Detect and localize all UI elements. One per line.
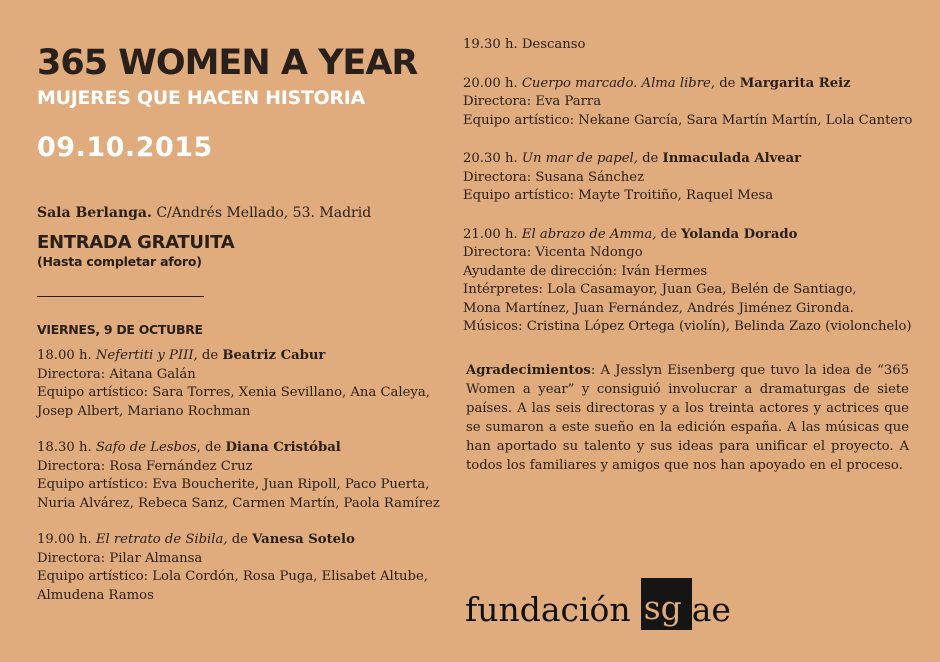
entry-line: Ayudante de dirección: Iván Hermes xyxy=(463,263,708,279)
entry-line: Equipo artístico: Lola Cordón, Rosa Puga, Elisabet Altube, xyxy=(37,569,428,584)
entry-time: 18.00 h. xyxy=(37,348,92,363)
day-heading: VIERNES, 9 DE OCTUBRE xyxy=(37,322,203,337)
entry-author: Beatriz Cabur xyxy=(222,348,326,363)
program-left xyxy=(37,347,442,605)
entry-by: , de xyxy=(196,440,226,455)
entry-time: 21.00 h. xyxy=(463,226,518,242)
entry-line: Nuria Alvárez, Rebeca Sanz, Carmen Martín, Paola Ramírez xyxy=(37,495,440,511)
entry-by: de xyxy=(637,151,663,166)
entry-line: Directora: Vicenta Ndongo xyxy=(463,245,643,260)
event-date: 09.10.2015 xyxy=(37,132,213,163)
program-right xyxy=(463,36,923,337)
right-column xyxy=(463,36,923,475)
program-entry xyxy=(463,150,923,206)
program-entry xyxy=(37,531,442,605)
entry-work: Cuerpo marcado. Alma libre xyxy=(521,75,711,91)
entry-line: Intérpretes: Lola Casamayor, Juan Gea, Belén de Santiago, xyxy=(463,282,857,297)
entry-line: Equipo artístico: Nekane García, Sara Martín Martín, Lola Cantero xyxy=(463,112,913,128)
program-entry xyxy=(463,75,923,131)
acknowledgements xyxy=(463,361,909,475)
free-entry-label: ENTRADA GRATUITA xyxy=(37,232,235,253)
entry-by: , de xyxy=(710,75,740,91)
program-entry xyxy=(37,439,442,513)
logo-brand-rest: ae xyxy=(691,590,731,629)
left-column xyxy=(37,36,442,605)
entry-author: Inmaculada Alvear xyxy=(662,151,802,166)
entry-line: Directora: Aitana Galán xyxy=(37,366,196,382)
entry-line: Equipo artístico: Sara Torres, Xenia Sevillano, Ana Caleya, xyxy=(37,385,430,400)
entry-line: Josep Albert, Mariano Rochman xyxy=(37,403,251,419)
entry-line: Mona Martínez, Juan Fernández, Andrés Jiménez Gironda. xyxy=(463,300,854,316)
free-entry-note: (Hasta completar aforo) xyxy=(37,254,202,269)
entry-line: Directora: Susana Sánchez xyxy=(463,169,645,185)
entry-line: Músicos: Cristina López Ortega (violín), Belinda Zazo (violonchelo) xyxy=(463,319,912,334)
logo-brand-box-text: sg xyxy=(643,588,682,627)
venue-name: Sala Berlanga. xyxy=(37,205,152,221)
entry-author: Margarita Reiz xyxy=(739,75,851,91)
venue-line xyxy=(37,204,442,222)
entry-by: , de xyxy=(193,348,223,363)
entry-work: Un mar de papel, xyxy=(521,151,638,166)
event-subtitle: MUJERES QUE HACEN HISTORIA xyxy=(37,87,365,109)
break-line: 19.30 h. Descanso xyxy=(463,37,586,52)
entry-line: Equipo artístico: Mayte Troitiño, Raquel Mesa xyxy=(463,188,774,203)
entry-time: 20.00 h. xyxy=(463,75,518,91)
entry-time: 20.30 h. xyxy=(463,151,518,166)
acknowledgements-label: Agradecimientos xyxy=(466,362,591,378)
entry-work: El retrato de Sibila, xyxy=(95,532,228,547)
entry-author: Diana Cristóbal xyxy=(225,440,341,455)
entry-work: El abrazo de Amma, xyxy=(521,226,657,242)
acknowledgements-text: : A Jesslyn Eisenberg que tuvo la idea de “365 Women a year” y consiguió involucrar a dramaturgas de siete países. A las seis directoras y a los treinta actores y actrices que se sumaron a este sueño en la edición españa. A las músicas que han aportado su talento y sus ideas para unificar el proyecto. A todos los familiares y amigos que nos han apoyado en el proceso. xyxy=(466,362,909,473)
fundacion-sgae-logo xyxy=(465,578,731,630)
program-entry xyxy=(37,347,442,421)
entry-line: Equipo artístico: Eva Boucherite, Juan Ripoll, Paco Puerta, xyxy=(37,477,430,492)
entry-time: 19.00 h. xyxy=(37,532,92,547)
entry-author: Yolanda Dorado xyxy=(681,226,798,242)
entry-by: de xyxy=(227,532,253,547)
entry-by: de xyxy=(656,226,682,242)
logo-brand-box xyxy=(641,578,692,630)
divider xyxy=(37,296,204,297)
entry-work: Safo de Lesbos xyxy=(95,440,197,455)
entry-line: Directora: Eva Parra xyxy=(463,94,602,109)
entry-line: Directora: Rosa Fernández Cruz xyxy=(37,458,253,474)
venue-address: C/Andrés Mellado, 53. Madrid xyxy=(151,205,372,221)
entry-time: 18.30 h. xyxy=(37,440,92,455)
program-entry xyxy=(463,226,923,337)
event-title: 365 WOMEN A YEAR xyxy=(37,43,418,83)
entry-line: Directora: Pilar Almansa xyxy=(37,550,203,566)
entry-author: Vanesa Sotelo xyxy=(252,532,355,547)
entry-work: Nefertiti y PIII xyxy=(95,348,194,363)
entry-line: Almudena Ramos xyxy=(37,587,154,603)
logo-word: fundación xyxy=(465,590,631,629)
